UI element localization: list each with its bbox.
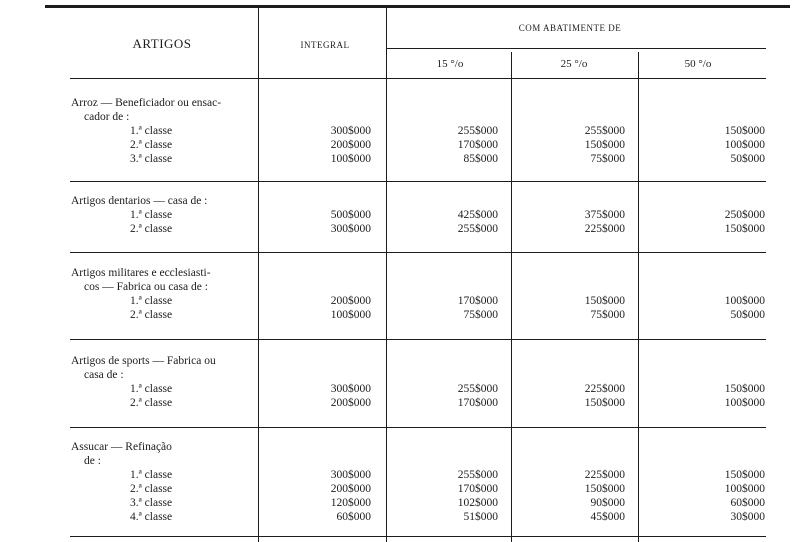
tax-value-p50: 150$000: [724, 125, 765, 137]
tax-value-p15: 255$000: [457, 125, 498, 137]
tax-value-p25: 150$000: [584, 397, 625, 409]
tax-value-integral: 60$000: [336, 511, 371, 523]
tax-value-p15: 102$000: [457, 497, 498, 509]
tax-value-p25: 75$000: [590, 153, 625, 165]
tax-value-integral: 200$000: [330, 295, 371, 307]
tax-value-p25: 225$000: [584, 223, 625, 235]
tax-value-p25: 150$000: [584, 139, 625, 151]
tax-value-p15: 75$000: [463, 309, 498, 321]
tax-value-integral: 200$000: [330, 483, 371, 495]
column-header-50-percent: 50 °/o: [684, 58, 712, 70]
tax-value-p25: 150$000: [584, 295, 625, 307]
section-title: de :: [84, 455, 101, 467]
tax-value-p50: 250$000: [724, 209, 765, 221]
section-title: Artigos militares e ecclesiasti-: [71, 267, 211, 279]
column-divider-15: [511, 52, 512, 542]
tax-value-integral: 120$000: [330, 497, 371, 509]
column-header-abatimento: COM ABATIMENTE DE: [518, 23, 622, 33]
tax-value-integral: 300$000: [330, 223, 371, 235]
tax-value-integral: 100$000: [330, 309, 371, 321]
class-label: 2.ª classe: [130, 223, 173, 235]
tax-value-p15: 170$000: [457, 397, 498, 409]
tax-value-p50: 50$000: [730, 309, 765, 321]
tax-value-p25: 255$000: [584, 125, 625, 137]
tax-value-integral: 500$000: [330, 209, 371, 221]
abatimento-underline: [386, 48, 766, 49]
tax-value-p50: 100$000: [724, 295, 765, 307]
tax-value-p50: 100$000: [724, 483, 765, 495]
tax-value-p50: 150$000: [724, 383, 765, 395]
class-label: 3.ª classe: [130, 497, 173, 509]
section-title: cos — Fabrica ou casa de :: [84, 281, 208, 293]
class-label: 2.ª classe: [130, 483, 173, 495]
tax-value-p25: 225$000: [584, 469, 625, 481]
tax-value-p15: 255$000: [457, 223, 498, 235]
tax-value-p15: 170$000: [457, 483, 498, 495]
tax-value-p15: 170$000: [457, 139, 498, 151]
section-separator: [70, 536, 766, 537]
column-header-15-percent: 15 °/o: [436, 58, 464, 70]
tax-value-p50: 150$000: [724, 223, 765, 235]
tax-value-p25: 225$000: [584, 383, 625, 395]
section-title: casa de :: [84, 369, 124, 381]
tax-value-integral: 300$000: [330, 125, 371, 137]
tax-value-integral: 300$000: [330, 383, 371, 395]
tax-value-integral: 300$000: [330, 469, 371, 481]
class-label: 1.ª classe: [130, 295, 173, 307]
class-label: 1.ª classe: [130, 125, 173, 137]
section-title: cador de :: [84, 111, 130, 123]
column-divider-25: [638, 52, 639, 542]
tax-value-p50: 60$000: [730, 497, 765, 509]
tax-value-p50: 30$000: [730, 511, 765, 523]
tax-value-integral: 200$000: [330, 397, 371, 409]
tax-value-p50: 100$000: [724, 397, 765, 409]
tax-value-p15: 425$000: [457, 209, 498, 221]
class-label: 2.ª classe: [130, 397, 173, 409]
tax-value-p15: 255$000: [457, 469, 498, 481]
section-title: Artigos dentarios — casa de :: [71, 195, 208, 207]
section-title: Assucar — Refinação: [71, 441, 172, 453]
tax-value-p25: 45$000: [590, 511, 625, 523]
tax-value-p25: 90$000: [590, 497, 625, 509]
tax-value-p15: 255$000: [457, 383, 498, 395]
class-label: 1.ª classe: [130, 469, 173, 481]
column-divider-artigos: [258, 8, 259, 542]
column-header-artigos: ARTIGOS: [132, 36, 192, 51]
tax-value-p50: 150$000: [724, 469, 765, 481]
tax-value-integral: 200$000: [330, 139, 371, 151]
column-header-integral: INTEGRAL: [300, 40, 350, 50]
tax-value-p50: 50$000: [730, 153, 765, 165]
section-separator: [70, 181, 766, 182]
tax-value-integral: 100$000: [330, 153, 371, 165]
tax-value-p50: 100$000: [724, 139, 765, 151]
class-label: 2.ª classe: [130, 309, 173, 321]
class-label: 4.ª classe: [130, 511, 173, 523]
class-label: 3.ª classe: [130, 153, 173, 165]
section-separator: [70, 252, 766, 253]
class-label: 2.ª classe: [130, 139, 173, 151]
tax-value-p15: 85$000: [463, 153, 498, 165]
tax-value-p25: 150$000: [584, 483, 625, 495]
section-title: Artigos de sports — Fabrica ou: [71, 355, 216, 367]
tax-value-p25: 375$000: [584, 209, 625, 221]
column-header-25-percent: 25 °/o: [560, 58, 588, 70]
top-rule: [45, 5, 790, 8]
tax-value-p15: 51$000: [463, 511, 498, 523]
section-separator: [70, 427, 766, 428]
header-bottom-rule: [70, 78, 766, 79]
section-title: Arroz — Beneficiador ou ensac-: [71, 97, 222, 109]
class-label: 1.ª classe: [130, 209, 173, 221]
column-divider-integral: [386, 8, 387, 542]
class-label: 1.ª classe: [130, 383, 173, 395]
section-separator: [70, 339, 766, 340]
tax-value-p25: 75$000: [590, 309, 625, 321]
tax-value-p15: 170$000: [457, 295, 498, 307]
